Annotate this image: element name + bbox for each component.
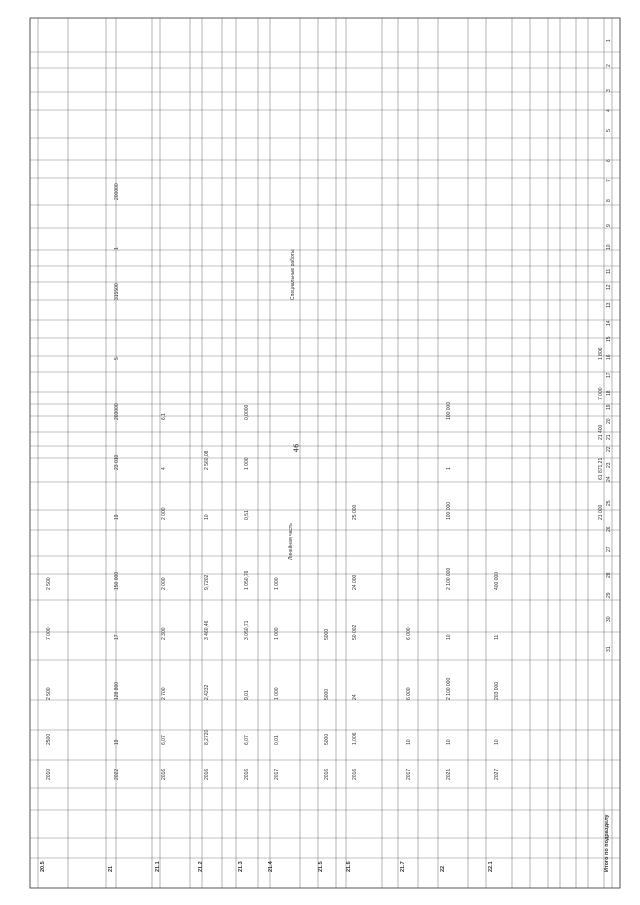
row-cell-value: 100 000 bbox=[446, 501, 452, 520]
header-column-number: 23 bbox=[606, 462, 612, 468]
totals-cell-value: 1 806 bbox=[598, 347, 604, 360]
row-cell-value: 203000 bbox=[114, 403, 120, 420]
row-cell-value: 1 000 bbox=[244, 457, 250, 470]
row-number: 21.2 bbox=[198, 861, 204, 872]
header-column-number: 14 bbox=[606, 320, 612, 326]
header-column-number: 4 bbox=[606, 109, 612, 112]
row-cell-value: 6 000 bbox=[406, 627, 412, 640]
row-cell-value: 2,4232 bbox=[204, 684, 210, 700]
header-column-number: 26 bbox=[606, 526, 612, 532]
row-number: 21 bbox=[108, 865, 114, 872]
row-cell-value: 8,2720 bbox=[204, 729, 210, 745]
header-column-number: 24 bbox=[606, 476, 612, 482]
row-cell-value: 1 bbox=[446, 467, 452, 470]
totals-cell-value: 21 000 bbox=[598, 504, 604, 520]
row-number: 20.5 bbox=[40, 861, 46, 872]
header-column-number: 17 bbox=[606, 372, 612, 378]
row-cell-value: 128 800 bbox=[114, 681, 120, 700]
header-column-number: 2 bbox=[606, 64, 612, 67]
header-column-number: 15 bbox=[606, 336, 612, 342]
row-cell-value: 2017 bbox=[274, 768, 280, 780]
row-cell-value: 2027 bbox=[494, 768, 500, 780]
header-column-number: 16 bbox=[606, 354, 612, 360]
row-cell-value: 100 000 bbox=[446, 401, 452, 420]
row-cell-value: 400 000 bbox=[494, 571, 500, 590]
header-column-number: 18 bbox=[606, 390, 612, 396]
row-cell-value: 2500 bbox=[46, 733, 52, 745]
row-cell-value: 6,07 bbox=[161, 735, 167, 745]
row-number: 22.1 bbox=[488, 861, 494, 872]
row-cell-value: 2016 bbox=[161, 768, 167, 780]
row-cell-value: 50 002 bbox=[352, 624, 358, 640]
row-cell-value: 0,0000 bbox=[244, 404, 250, 420]
row-cell-value: 2022 bbox=[114, 768, 120, 780]
section-label-linear-part: Линейная часть bbox=[288, 523, 294, 560]
row-cell-value: 7 000 bbox=[46, 627, 52, 640]
row-cell-value: 0,51 bbox=[244, 510, 250, 520]
header-column-number: 21 bbox=[606, 434, 612, 440]
header-column-number: 29 bbox=[606, 592, 612, 598]
row-cell-value: 19 bbox=[114, 514, 120, 520]
row-cell-value: 2 500 bbox=[46, 577, 52, 590]
section-label-special-works: Специальные работы bbox=[290, 249, 296, 300]
row-cell-value: 2016 bbox=[244, 768, 250, 780]
row-cell-value: 5 bbox=[114, 357, 120, 360]
row-number: 21.3 bbox=[238, 861, 244, 872]
row-cell-value: 1 000 bbox=[274, 577, 280, 590]
row-cell-value: 1 050,76 bbox=[244, 570, 250, 590]
header-column-number: 30 bbox=[606, 616, 612, 622]
header-column-number: 27 bbox=[606, 546, 612, 552]
row-cell-value: 6 000 bbox=[406, 687, 412, 700]
row-cell-value: 2 100 000 bbox=[446, 677, 452, 700]
row-cell-value: 24 000 bbox=[352, 574, 358, 590]
row-cell-value: 19 bbox=[114, 739, 120, 745]
row-cell-value: 2 500 bbox=[46, 687, 52, 700]
row-cell-value: 2016 bbox=[324, 768, 330, 780]
row-cell-value: 1 000 bbox=[274, 627, 280, 640]
row-cell-value: 1 000 bbox=[274, 687, 280, 700]
row-cell-value: 2 000 bbox=[161, 507, 167, 520]
header-column-number: 20 bbox=[606, 418, 612, 424]
row-cell-value: 10 bbox=[446, 739, 452, 745]
row-cell-value: 2 000 bbox=[161, 577, 167, 590]
row-cell-value: 5000 bbox=[324, 733, 330, 745]
header-column-number: 8 bbox=[606, 199, 612, 202]
row-cell-value: 6,1 bbox=[161, 413, 167, 420]
totals-label: Итого по подразделу bbox=[604, 814, 610, 872]
row-cell-value: 6,07 bbox=[244, 735, 250, 745]
row-cell-value: 2016 bbox=[352, 768, 358, 780]
row-cell-value: 1,006 bbox=[352, 732, 358, 745]
header-column-number: 9 bbox=[606, 224, 612, 227]
row-number: 21.7 bbox=[400, 861, 406, 872]
header-column-number: 6 bbox=[606, 159, 612, 162]
totals-cell-value: 61 871,21 bbox=[598, 457, 604, 480]
header-column-number: 5 bbox=[606, 129, 612, 132]
row-cell-value: 11 bbox=[494, 634, 500, 640]
row-cell-value: 3 460,46 bbox=[204, 620, 210, 640]
header-column-number: 13 bbox=[606, 302, 612, 308]
row-cell-value: 23 010 bbox=[114, 454, 120, 470]
row-cell-value: 24 bbox=[352, 694, 358, 700]
header-column-number: 25 bbox=[606, 500, 612, 506]
row-cell-value: 2 300 bbox=[161, 627, 167, 640]
totals-cell-value: 7 000 bbox=[598, 387, 604, 400]
row-cell-value: 25 000 bbox=[352, 504, 358, 520]
header-column-number: 19 bbox=[606, 404, 612, 410]
row-cell-value: 5000 bbox=[324, 628, 330, 640]
row-cell-value: 5000 bbox=[324, 688, 330, 700]
row-number: 21.1 bbox=[155, 861, 161, 872]
header-column-number: 22 bbox=[606, 446, 612, 452]
row-cell-value: 9,7202 bbox=[204, 574, 210, 590]
row-cell-value: 4 bbox=[161, 467, 167, 470]
header-column-number: 7 bbox=[606, 179, 612, 182]
page-number: 46 bbox=[292, 443, 301, 453]
header-column-number: 10 bbox=[606, 244, 612, 250]
row-cell-value: 2010 bbox=[46, 768, 52, 780]
row-cell-value: 17 bbox=[114, 634, 120, 640]
row-cell-value: 2 700 bbox=[161, 687, 167, 700]
row-number: 22 bbox=[440, 865, 446, 872]
row-cell-value: 203 000 bbox=[494, 681, 500, 700]
header-column-number: 28 bbox=[606, 572, 612, 578]
row-cell-value: 3 050,71 bbox=[244, 620, 250, 640]
row-cell-value: 10 bbox=[204, 514, 210, 520]
row-cell-value: 1 bbox=[114, 247, 120, 250]
row-cell-value: 315500 bbox=[114, 283, 120, 300]
header-column-number: 11 bbox=[606, 268, 612, 274]
row-number: 21.5 bbox=[318, 861, 324, 872]
row-cell-value: 2 100 000 bbox=[446, 567, 452, 590]
row-cell-value: 9,01 bbox=[244, 690, 250, 700]
row-cell-value: 2016 bbox=[204, 768, 210, 780]
row-cell-value: 200000 bbox=[114, 183, 120, 200]
row-cell-value: 10 bbox=[446, 634, 452, 640]
row-cell-value: 10 bbox=[494, 739, 500, 745]
row-cell-value: 2021 bbox=[446, 768, 452, 780]
header-column-number: 31 bbox=[606, 646, 612, 652]
row-cell-value: 2017 bbox=[406, 768, 412, 780]
row-cell-value: 10 bbox=[406, 739, 412, 745]
header-column-number: 12 bbox=[606, 284, 612, 290]
header-column-number: 1 bbox=[606, 39, 612, 42]
row-cell-value: 150 000 bbox=[114, 571, 120, 590]
header-column-number: 3 bbox=[606, 89, 612, 92]
row-number: 21.4 bbox=[268, 861, 274, 872]
row-cell-value: 2 560,08 bbox=[204, 450, 210, 470]
totals-cell-value: 21 400 bbox=[598, 424, 604, 440]
row-cell-value: 0,01 bbox=[274, 735, 280, 745]
row-number: 21.6 bbox=[346, 861, 352, 872]
